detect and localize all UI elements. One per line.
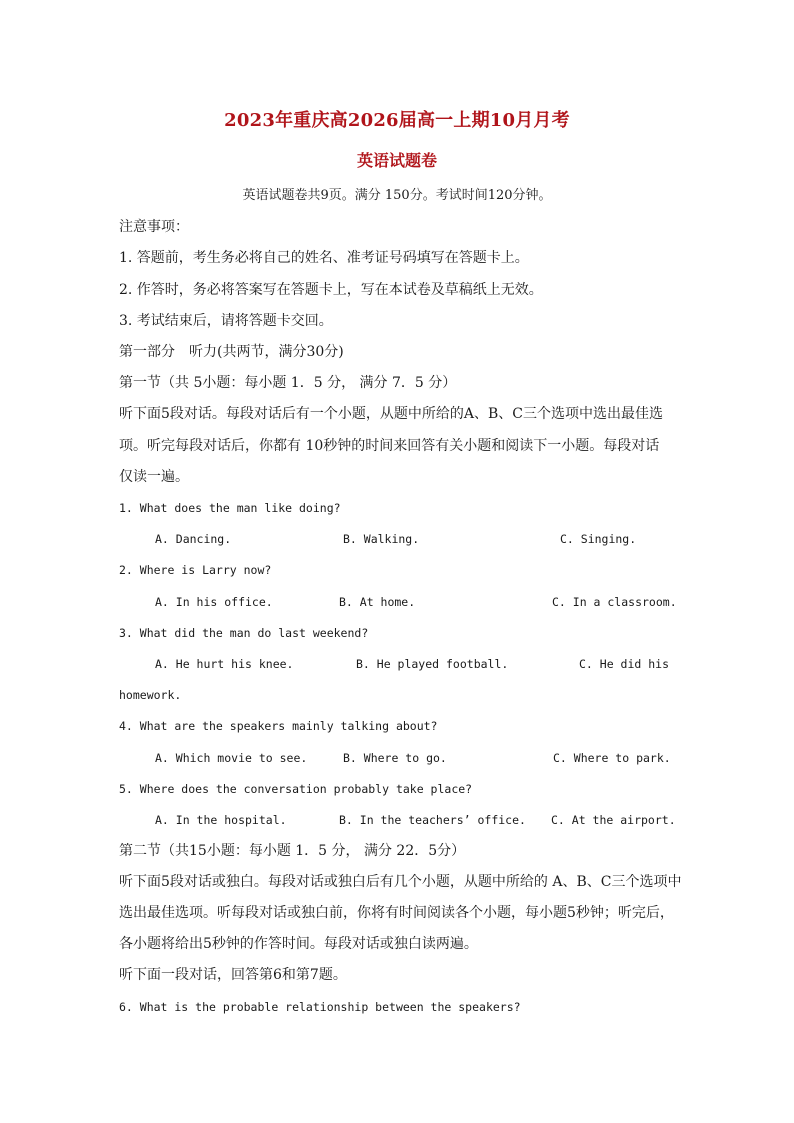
section1-instruction-1: 听下面5段对话。每段对话后有一个小题，从题中所给的A、B、C三个选项中选出最佳选	[119, 406, 664, 422]
exam-info: 英语试题卷共9页。满分 150分。考试时间120分钟。	[242, 188, 552, 203]
question-3-option-a: A. He hurt his knee.	[155, 657, 294, 671]
exam-title: 2023年重庆高2026届高一上期10月月考	[224, 110, 570, 131]
question-3-option-c: C. He did his	[579, 657, 670, 671]
section2-heading: 第二节（共15小题：每小题 1．5 分， 满分 22．5分）	[119, 843, 466, 859]
question-3-stem: 3. What did the man do last weekend?	[119, 626, 369, 640]
question-6-stem: 6. What is the probable relationship between the speakers?	[119, 1000, 521, 1014]
group-intro: 听下面一段对话，回答第6和第7题。	[119, 967, 347, 983]
question-1-stem: 1. What does the man like doing?	[119, 501, 341, 515]
question-4-option-c: C. Where to park.	[553, 751, 671, 765]
question-5-option-c: C. At the airport.	[551, 813, 676, 827]
note-item-3: 3. 考试结束后，请将答题卡交回。	[119, 313, 333, 329]
exam-subtitle: 英语试题卷	[356, 151, 437, 170]
section2-instruction-3: 各小题将给出5秒钟的作答时间。每段对话或独白读两遍。	[119, 936, 478, 952]
question-4-option-b: B. Where to go.	[343, 751, 447, 765]
question-2-stem: 2. Where is Larry now?	[119, 563, 272, 577]
question-1-option-b: B. Walking.	[343, 532, 420, 546]
question-3-option-c-wrap: homework.	[119, 688, 182, 702]
part1-heading: 第一部分 听力(共两节，满分30分)	[119, 344, 344, 360]
question-4-option-a: A. Which movie to see.	[155, 751, 308, 765]
question-5-option-b: B. In the teachers’ office.	[339, 813, 526, 827]
question-2-option-c: C. In a classroom.	[552, 595, 677, 609]
question-4-stem: 4. What are the speakers mainly talking about?	[119, 719, 438, 733]
question-2-option-b: B. At home.	[339, 595, 416, 609]
question-1-option-a: A. Dancing.	[155, 532, 232, 546]
note-item-2: 2. 作答时，务必将答案写在答题卡上，写在本试卷及草稿纸上无效。	[119, 282, 543, 298]
note-item-1: 1. 答题前，考生务必将自己的姓名、准考证号码填写在答题卡上。	[119, 250, 529, 266]
question-1-option-c: C. Singing.	[560, 532, 637, 546]
section2-instruction-1: 听下面5段对话或独白。每段对话或独白后有几个小题，从题中所给的 A、B、C三个选项中	[119, 874, 682, 890]
section2-instruction-2: 选出最佳选项。听每段对话或独白前，你将有时间阅读各个小题，每小题5秒钟；听完后，	[119, 905, 674, 921]
section1-instruction-2: 项。听完每段对话后，你都有 10秒钟的时间来回答有关小题和阅读下一小题。每段对话	[119, 438, 660, 454]
question-3-option-b: B. He played football.	[356, 657, 509, 671]
section1-heading: 第一节（共 5小题：每小题 1．5 分， 满分 7．5 分）	[119, 375, 457, 391]
notes-heading: 注意事项：	[119, 219, 189, 235]
question-5-stem: 5. Where does the conversation probably take place?	[119, 782, 473, 796]
question-5-option-a: A. In the hospital.	[155, 813, 287, 827]
section1-instruction-3: 仅读一遍。	[119, 469, 189, 485]
question-2-option-a: A. In his office.	[155, 595, 273, 609]
